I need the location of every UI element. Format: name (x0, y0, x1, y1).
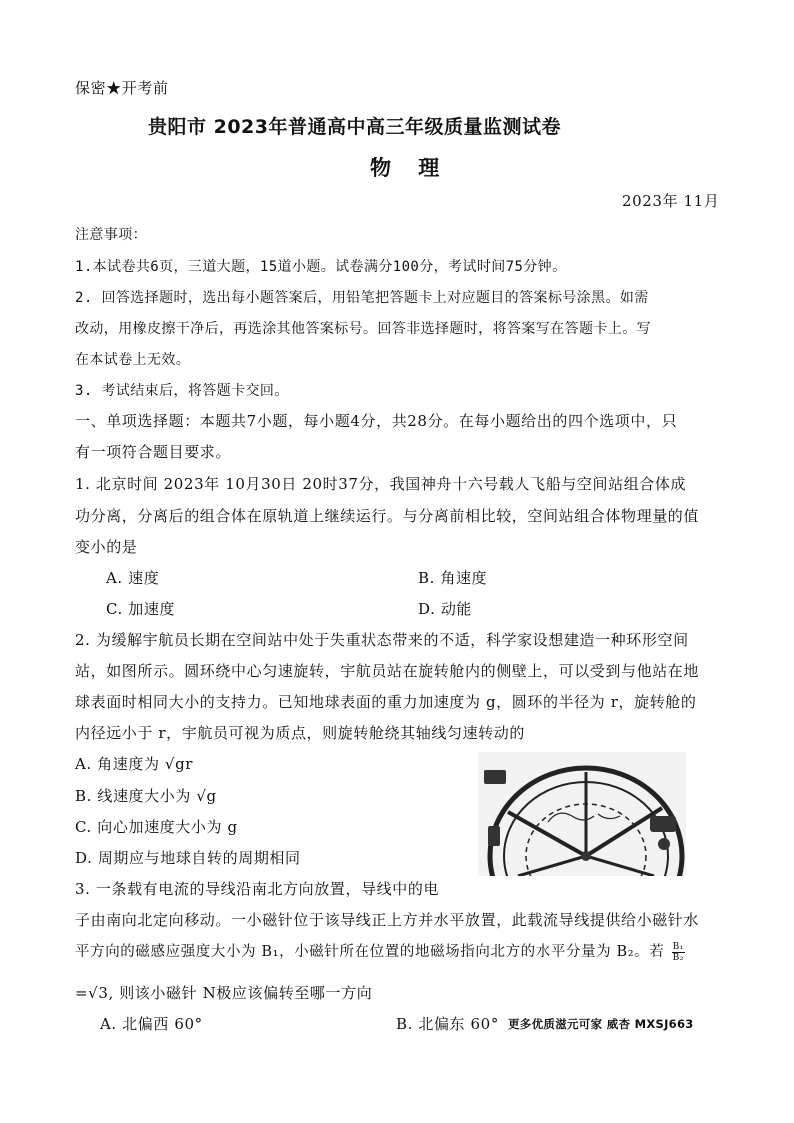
fraction-numerator: B₁ (672, 941, 684, 952)
fraction-denominator: B₂ (672, 952, 684, 963)
q1-stem-line-3: 变小的是 (75, 538, 138, 556)
q2-option-a: A. 角速度为 √gr (75, 755, 194, 773)
q3-option-b: B. 北偏东 60° (396, 1015, 499, 1033)
q1-option-b: B. 角速度 (418, 569, 488, 587)
q1-option-d: D. 动能 (418, 600, 473, 618)
notes-heading: 注意事项： (75, 227, 147, 243)
q2-stem-line-4: 内径远小于 r，宇航员可视为质点，则旋转舱绕其轴线匀速转动的 (75, 724, 525, 742)
note-item-2-line-1: 2. 回答选择题时，选出每小题答案后，用铅笔把答题卡上对应题目的答案标号涂黑。如需 (75, 290, 649, 306)
confidential-label: 保密★开考前 (75, 79, 169, 97)
q3-option-a: A. 北偏西 60° (100, 1015, 203, 1033)
subject-title: 物 理 (370, 156, 450, 180)
q2-stem-line-1: 2. 为缓解宇航员长期在空间站中处于失重状态带来的不适，科学家设想建造一种环形空间 (75, 631, 689, 649)
q3-stem-line-4: =√3, 则该小磁针 N极应该偏转至哪一方向 (75, 984, 373, 1002)
q1-stem-line-2: 功分离，分离后的组合体在原轨道上继续运行。与分离前相比较，空间站组合体物理量的值 (75, 507, 700, 525)
q2-stem-line-2: 站，如图所示。圆环绕中心匀速旋转，宇航员站在旋转舱内的侧壁上，可以受到与他站在地 (75, 662, 700, 680)
ring-station-illustration (478, 752, 686, 876)
exam-title: 贵阳市 2023年普通高中高三年级质量监测试卷 (148, 116, 561, 138)
q3-stem-line-2: 子由南向北定向移动。一小磁针位于该导线正上方并水平放置，此载流导线提供给小磁针水 (75, 911, 700, 929)
note-item-2-line-2: 改动，用橡皮擦干净后，再选涂其他答案标号。回答非选择题时，将答案写在答题卡上。写 (75, 321, 651, 337)
q2-stem-line-3: 球表面时相同大小的支持力。已知地球表面的重力加速度为 g，圆环的半径为 r，旋转舱的 (75, 693, 697, 711)
note-item-3: 3. 考试结束后，将答题卡交回。 (75, 383, 289, 399)
q2-option-c: C. 向心加速度大小为 g (75, 818, 238, 836)
q1-option-a: A. 速度 (106, 569, 160, 587)
q1-option-c: C. 加速度 (106, 600, 176, 618)
q2-option-b: B. 线速度大小为 √g (75, 787, 217, 805)
space-station-figure (478, 752, 686, 876)
note-item-2-line-3: 在本试卷上无效。 (75, 352, 191, 368)
section-1-instruction-line-1: 一、单项选择题：本题共7小题，每小题4分，共28分。在每小题给出的四个选项中，只 (75, 412, 678, 430)
q2-option-d: D. 周期应与地球自转的周期相同 (75, 849, 301, 867)
exam-date: 2023年 11月 (622, 192, 720, 210)
q3-stem-line-1: 3. 一条载有电流的导线沿南北方向放置，导线中的电 (75, 880, 440, 898)
q1-stem-line-1: 1. 北京时间 2023年 10月30日 20时37分，我国神舟十六号载人飞船与空间站组合体成 (75, 475, 687, 493)
watermark-text: 更多优质滋元可家 威杏 MXSJ663 (508, 1017, 694, 1031)
q3-stem-line-3-text: 平方向的磁感应强度大小为 B₁，小磁针所在位置的地磁场指向北方的水平分量为 B₂。若 (75, 944, 665, 960)
q3-stem-line-3 (75, 940, 687, 963)
section-1-instruction-line-2: 有一项符合题目要求。 (75, 443, 232, 461)
note-item-1: 1.本试卷共6页，三道大题，15道小题。试卷满分100分，考试时间75分钟。 (75, 259, 567, 275)
b1-over-b2-fraction (672, 942, 685, 963)
